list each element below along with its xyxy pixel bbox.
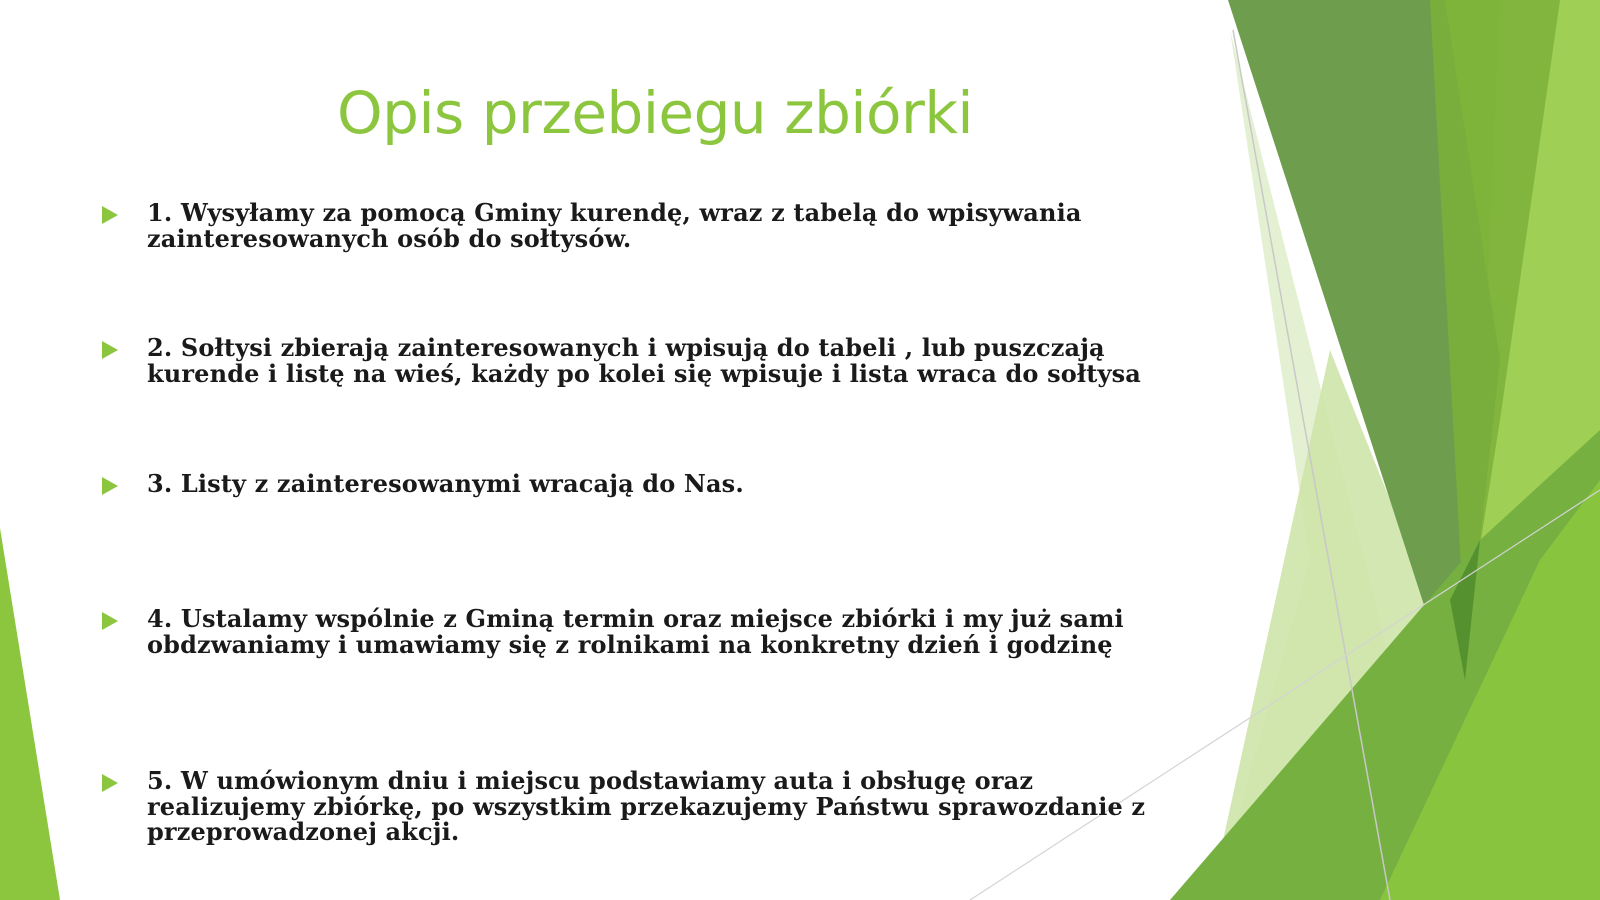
list-item-text: 3. Listy z zainteresowanymi wracają do Nas. <box>147 469 744 498</box>
list-item <box>100 768 1220 845</box>
list-item <box>100 606 1220 657</box>
triangle-bullet-icon <box>102 341 118 359</box>
page-title: Opis przebiegu zbiórki <box>336 79 974 147</box>
list-item-text: 1. Wysyłamy za pomocą Gminy kurendę, wraz z tabelą do wpisywania zainteresowanych osób do sołtysów. <box>147 198 1082 253</box>
left-green-sliver <box>0 528 60 900</box>
triangle-bullet-icon <box>102 774 118 792</box>
list-item-text: 4. Ustalamy wspólnie z Gminą termin oraz miejsce zbiórki i my już sami obdzwaniamy i umawiamy się z rolnikami na konkretny dzień i godzinę <box>147 604 1124 659</box>
list-item-text: 5. W umówionym dniu i miejscu podstawiamy auta i obsługę oraz realizujemy zbiórkę, po wszystkim przekazujemy Państwu sprawozdanie z przeprowadzonej akcji. <box>147 766 1146 846</box>
list-item <box>100 335 1220 386</box>
list-item-text: 2. Sołtysi zbierają zainteresowanych i wpisują do tabeli , lub puszczają kurende i listę na wieś, każdy po kolei się wpisuje i lista wraca do sołtysa <box>147 333 1141 388</box>
triangle-bullet-icon <box>102 612 118 630</box>
list-item <box>100 200 1220 251</box>
triangle-bullet-icon <box>102 477 118 495</box>
triangle-bullet-icon <box>102 206 118 224</box>
list-item <box>100 471 1220 497</box>
